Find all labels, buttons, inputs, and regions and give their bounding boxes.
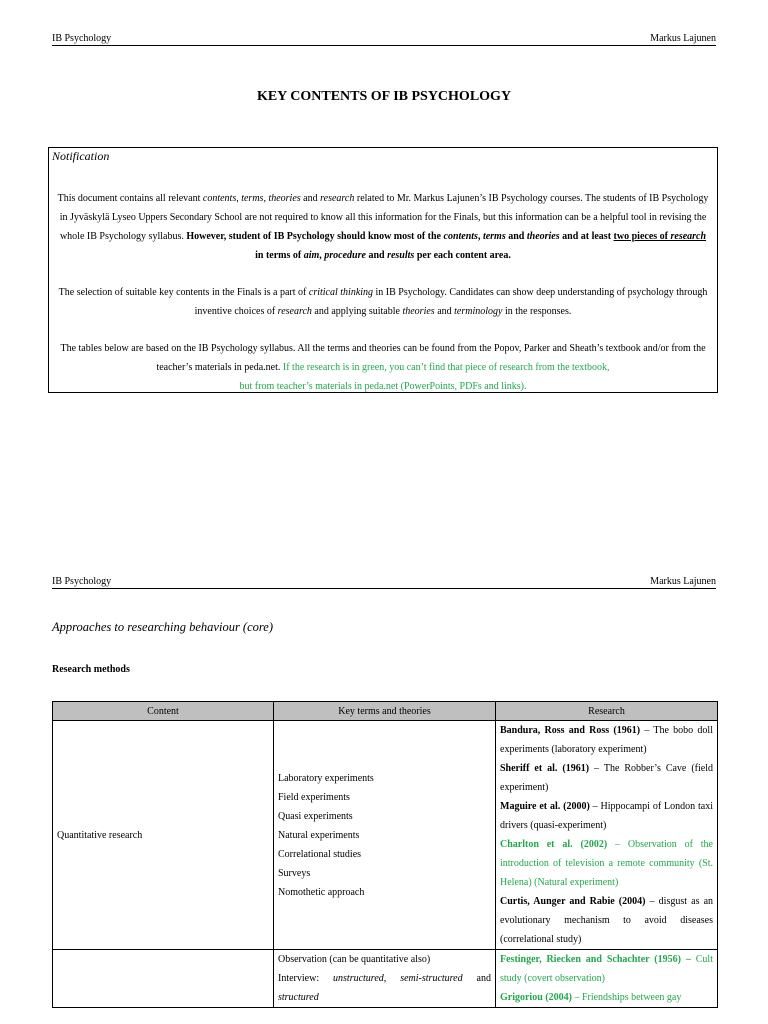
text: The tables below are based on the IB Psychology syllabus. All the terms and theories can be found from the Popov, Parker and Sheath’s textbook and/or from the teacher’s materials in peda.net. bbox=[60, 343, 706, 373]
term: Laboratory experiments bbox=[278, 772, 374, 784]
text: , bbox=[263, 193, 269, 204]
study-description: – The Robber’s Cave (field experiment) bbox=[500, 763, 713, 793]
text: structured bbox=[278, 992, 319, 1003]
text: and at least bbox=[559, 231, 614, 242]
notification-paragraph-2 bbox=[55, 283, 711, 321]
study-citation: Festinger, Riecken and Schachter (1956) – bbox=[500, 954, 691, 965]
header-right: Markus Lajunen bbox=[650, 33, 716, 44]
study-citation: Charlton et al. (2002) bbox=[500, 839, 608, 850]
text: research bbox=[277, 306, 312, 317]
text: procedure bbox=[324, 250, 366, 261]
notification-label: Notification bbox=[52, 149, 110, 163]
text: and bbox=[462, 973, 491, 984]
text: per each content area. bbox=[414, 250, 511, 261]
study-citation: Maguire et al. (2000) bbox=[500, 801, 590, 812]
page-header bbox=[52, 32, 716, 46]
text: , bbox=[236, 193, 242, 204]
text: in terms of bbox=[255, 250, 304, 261]
content-cell bbox=[53, 950, 274, 1008]
text: in the responses. bbox=[502, 306, 572, 317]
header-left: IB Psychology bbox=[52, 576, 112, 587]
text: and bbox=[365, 250, 388, 261]
text: theories bbox=[526, 231, 560, 242]
text: contents bbox=[443, 231, 478, 242]
header-left: IB Psychology bbox=[52, 33, 112, 44]
research-cell bbox=[496, 950, 718, 1008]
term: Correlational studies bbox=[278, 848, 362, 860]
term: Natural experiments bbox=[278, 829, 360, 841]
text: terms bbox=[482, 231, 506, 242]
research-entry bbox=[500, 988, 713, 1007]
term bbox=[278, 969, 491, 1007]
column-header: Research bbox=[496, 702, 718, 721]
term: Field experiments bbox=[278, 791, 350, 803]
study-citation: Sheriff et al. (1961) bbox=[500, 763, 590, 774]
term: Nomothetic approach bbox=[278, 886, 365, 898]
table-header-row bbox=[53, 702, 718, 721]
text: theories bbox=[402, 306, 435, 317]
text: and applying suitable bbox=[311, 306, 403, 317]
notification-box bbox=[48, 147, 718, 393]
text: However, student of IB Psychology should know most of the bbox=[186, 231, 444, 242]
section-title: Approaches to researching behaviour (core) bbox=[52, 620, 274, 634]
text: semi-structured bbox=[400, 973, 463, 984]
text: results bbox=[387, 250, 415, 261]
text: , bbox=[383, 973, 401, 984]
document-title: KEY CONTENTS OF IB PSYCHOLOGY bbox=[256, 89, 512, 104]
text: and bbox=[505, 231, 527, 242]
term: Quasi experiments bbox=[278, 810, 353, 822]
study-citation: Grigoriou (2004) bbox=[500, 992, 572, 1003]
study-description: – Friendships between gay bbox=[571, 992, 682, 1003]
text: two pieces of bbox=[613, 231, 671, 242]
text: research bbox=[670, 231, 707, 242]
research-entry bbox=[500, 721, 713, 759]
text: , bbox=[477, 231, 483, 242]
text: terminology bbox=[454, 306, 503, 317]
notification-paragraph-3 bbox=[55, 339, 711, 396]
study-description: – Hippocampi of London taxi drivers (quasi-experiment) bbox=[500, 801, 713, 831]
terms-cell bbox=[274, 950, 496, 1008]
column-header: Content bbox=[53, 702, 274, 721]
text: The selection of suitable key contents in the Finals is a part of bbox=[58, 287, 309, 298]
text: critical thinking bbox=[308, 287, 374, 298]
text: contents bbox=[202, 193, 237, 204]
research-cell bbox=[496, 721, 718, 950]
research-entry bbox=[500, 892, 713, 949]
study-citation: Curtis, Aunger and Rabie (2004) bbox=[500, 896, 646, 907]
text: in IB Psychology. Candidates can show deep understanding of psychology through inventive choices of bbox=[194, 287, 708, 317]
text: and bbox=[300, 193, 321, 204]
terms-cell bbox=[274, 721, 496, 950]
page-header bbox=[52, 575, 716, 589]
text: This document contains all relevant bbox=[57, 193, 203, 204]
study-description: – Observation of the introduction of television a remote community (St. Helena) (Natural experiment) bbox=[500, 839, 713, 888]
table-row bbox=[53, 950, 718, 1008]
study-citation: Bandura, Ross and Ross (1961) bbox=[500, 725, 641, 736]
content-cell: Quantitative research bbox=[53, 721, 274, 950]
term: Surveys bbox=[278, 867, 311, 879]
header-right: Markus Lajunen bbox=[650, 576, 716, 587]
text: theories bbox=[268, 193, 301, 204]
study-description: Cult study (covert observation) bbox=[500, 954, 713, 984]
table-row bbox=[53, 721, 718, 950]
text: unstructured bbox=[333, 973, 384, 984]
research-entry bbox=[500, 835, 713, 892]
term: Observation (can be quantitative also) bbox=[278, 954, 431, 965]
text: research bbox=[320, 193, 355, 204]
text: Interview: bbox=[278, 973, 334, 984]
text: related to Mr. Markus Lajunen’s IB Psychology courses. The students of IB Psychology in Jyväskylä Lyseo Uppers Secondary School are not required to know all this information for the Finals, but this information can be a helpful tool in revising the whole IB Psychology syllabus. bbox=[59, 193, 709, 242]
research-entry bbox=[500, 797, 713, 835]
text: and bbox=[434, 306, 455, 317]
green-note: If the research is in green, you can’t find that piece of research from the textbook, bbox=[282, 362, 610, 373]
study-description: – disgust as an evolutionary mechanism to avoid diseases (correlational study) bbox=[500, 896, 714, 945]
research-methods-table bbox=[52, 701, 718, 1008]
notification-paragraph-1 bbox=[55, 189, 711, 265]
text: , bbox=[319, 250, 325, 261]
research-entry bbox=[500, 759, 713, 797]
column-header: Key terms and theories bbox=[274, 702, 496, 721]
study-description: – The bobo doll experiments (laboratory experiment) bbox=[500, 725, 713, 755]
subsection-title: Research methods bbox=[52, 664, 130, 675]
research-entry bbox=[500, 950, 713, 988]
text: aim bbox=[303, 250, 320, 261]
text: terms bbox=[241, 193, 264, 204]
green-note: but from teacher’s materials in peda.net (PowerPoints, PDFs and links). bbox=[239, 381, 527, 392]
